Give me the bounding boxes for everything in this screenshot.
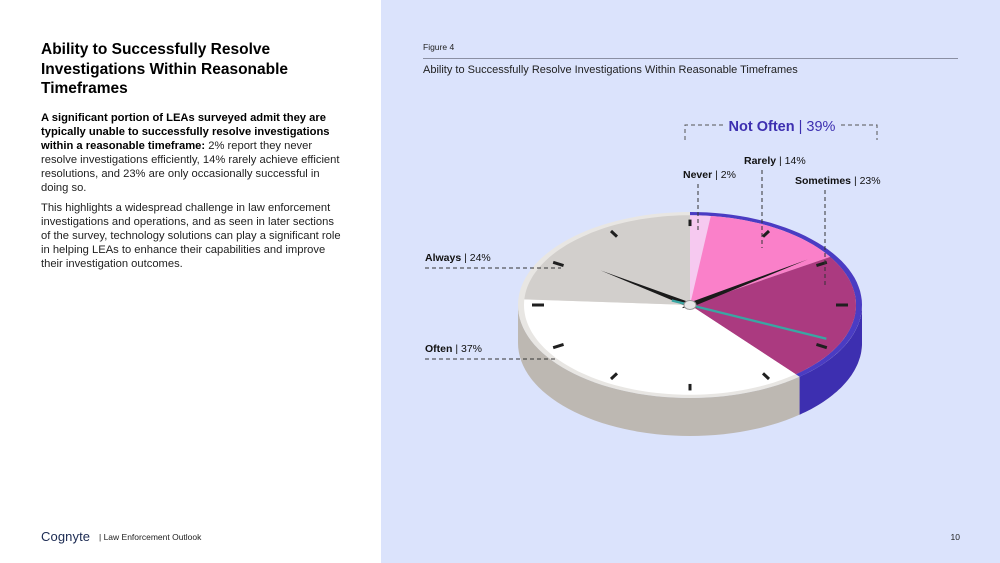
- footer-publication: | Law Enforcement Outlook: [99, 532, 202, 542]
- label-always-name: Always: [425, 252, 462, 264]
- label-not-often-value: | 39%: [794, 119, 836, 135]
- figure-label: Figure 4: [423, 42, 455, 52]
- label-not-often: [729, 119, 836, 135]
- brand-logo: Cognyte: [41, 529, 91, 544]
- bracket-right: [841, 125, 877, 140]
- label-rarely-name: Rarely: [744, 155, 777, 167]
- clock-pie-chart: [381, 0, 1000, 563]
- bracket-left: [685, 125, 723, 140]
- analysis-paragraph: This highlights a widespread challenge in law enforcement investigations and operations, and as seen in later sections of the survey, technology solutions can play a significant role in helping LEAs to enhance their capabilities and improve their investigation outcomes.: [41, 202, 341, 270]
- label-never: [683, 169, 736, 181]
- label-always: [425, 252, 491, 264]
- label-never-value: | 2%: [712, 169, 736, 181]
- label-always-value: | 24%: [461, 252, 491, 264]
- label-sometimes-name: Sometimes: [795, 175, 852, 187]
- label-rarely-value: | 14%: [776, 155, 806, 167]
- label-often: [425, 343, 482, 355]
- intro-rest: 2% report they never resolve investigations efficiently, 14% rarely achieve efficient resolutions, and 23% are only occasionally successful in doing so.: [41, 140, 340, 194]
- label-often-value: | 37%: [452, 343, 482, 355]
- label-never-name: Never: [683, 169, 713, 181]
- intro-lead: A significant portion of LEAs surveyed admit they are typically unable to successfully resolve investigations within a reasonable timeframe:: [41, 112, 330, 152]
- label-sometimes: [795, 175, 881, 187]
- slice-always: [524, 215, 690, 305]
- figure-title: Ability to Successfully Resolve Investigations Within Reasonable Timeframes: [423, 64, 798, 76]
- page-number: 10: [950, 532, 960, 542]
- clock-graphic: [518, 212, 862, 436]
- label-rarely: [744, 155, 806, 167]
- label-often-name: Often: [425, 343, 453, 355]
- label-sometimes-value: | 23%: [851, 175, 881, 187]
- clock-center-cap: [684, 301, 696, 310]
- page-title: Ability to Successfully Resolve Investigations Within Reasonable Timeframes: [41, 41, 289, 97]
- label-not-often-name: Not Often: [728, 119, 795, 135]
- intro-paragraph: [41, 111, 346, 195]
